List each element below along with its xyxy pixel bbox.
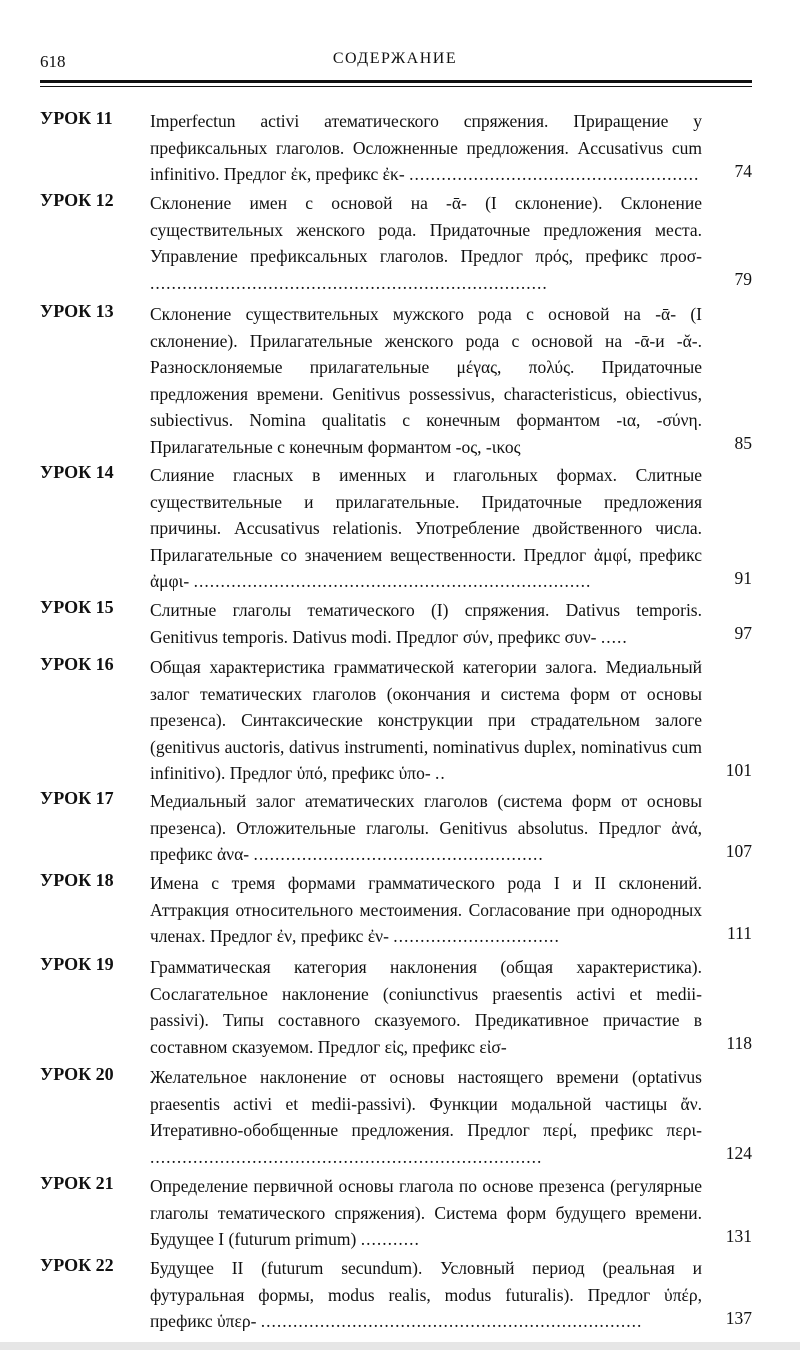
lesson-label: УРОК 22 [40, 1255, 114, 1275]
page-reference: 79 [734, 269, 752, 289]
lesson-label: УРОК 14 [40, 462, 114, 482]
page-reference: 124 [725, 1143, 752, 1163]
lesson-description: Грамматическая категория наклонения (общая характеристика). Сослагательное наклонение (coniunctivus praesentis activi et medii-passivi). Типы составного сказуемого. Предикативное причастие в составном сказуемом. Предлог εἰς, префикс εἰσ- [150, 957, 702, 1057]
page-bottom-edge [0, 1342, 800, 1350]
running-title: СОДЕРЖАНИЕ [332, 50, 458, 67]
lesson-description: Склонение существительных мужского рода с основой на -ᾱ- (I склонение). Прилагательные женского рода с основой на -ᾱ-и -ᾰ-. Разносклоняемые прилагательные μέγας, πολύς. Придаточные предложения времени. Genitivus possessivus, characteristicus, obiectivus, subiectivus. Nomina qualitatis с конечным формантом -ια, -σύνη. Прилагательные с конечным формантом -ος, -ικος [150, 304, 702, 457]
page-reference: 137 [725, 1308, 752, 1328]
dot-leader: ...................................................... [253, 844, 544, 864]
lesson-description: Желательное наклонение от основы настоящего времени (optativus praesentis activi et medii-passivi). Функции модальной частицы ἄν. Итеративно-обобщенные предложения. Предлог περί, префикс περι- ......................................................................... [150, 1067, 702, 1167]
dot-leader: ......................................................................... [150, 1146, 543, 1167]
page-header [40, 48, 750, 76]
dot-leader: .......................................................................... [193, 571, 592, 591]
lesson-description: Склонение имен с основой на -ᾱ- (I склонение). Склонение существительных женского рода. Придаточные предложения места. Управление префиксальных глаголов. Предлог πρός, префикс προσ- .......................................................................... [150, 193, 702, 293]
lesson-label: УРОК 12 [40, 190, 114, 210]
lesson-label: УРОК 15 [40, 597, 114, 617]
page-reference: 91 [734, 568, 752, 588]
page-reference: 107 [725, 841, 752, 861]
page-reference: 131 [725, 1226, 752, 1246]
lesson-label: УРОК 16 [40, 654, 114, 674]
lesson-label: УРОК 21 [40, 1173, 114, 1193]
page-reference: 101 [725, 760, 752, 780]
dot-leader: .. [435, 763, 446, 783]
lesson-description: Слияние гласных в именных и глагольных формах. Слитные существительные и прилагательные. Придаточные предложения причины. Accusativus relationis. Употребление двойственного числа. Прилагательные со значением вещественности. Предлог ἀμφί, префикс ἀμφι- .......................................................................... [150, 465, 702, 591]
dot-leader: ...................................................... [409, 164, 700, 184]
dot-leader: ..... [600, 626, 628, 647]
lesson-label: УРОК 19 [40, 954, 114, 974]
lesson-description: Имена с тремя формами грамматического рода I и II склонений. Аттракция относительного местоимения. Согласование при однородных членах. Предлог ἐν, префикс ἐν- ............................... [150, 873, 702, 946]
lesson-description: Определение первичной основы глагола по основе презенса (регулярные глаголы тематического спряжения). Система форм будущего времени. Будущее I (futurum primum) ........... [150, 1176, 702, 1249]
lesson-label: УРОК 18 [40, 870, 114, 890]
page-reference: 74 [734, 161, 752, 181]
header-rule-thin [40, 86, 752, 87]
lesson-label: УРОК 13 [40, 301, 114, 321]
page-reference: 85 [734, 433, 752, 453]
dot-leader: ............................... [393, 926, 560, 946]
lesson-label: УРОК 20 [40, 1064, 114, 1084]
header-rule-thick [40, 80, 752, 83]
lesson-description: Слитные глаголы тематического (I) спряжения. Dativus temporis. Genitivus temporis. Dativus modi. Предлог σύν, префикс συν- ..... [150, 600, 702, 647]
page-reference: 118 [726, 1033, 752, 1053]
lesson-label: УРОК 11 [40, 108, 113, 128]
dot-leader: ....................................................................... [260, 1311, 643, 1331]
lesson-description: Общая характеристика грамматической категории залога. Медиальный залог тематических глаголов (окончания и система форм от основы презенса). Синтаксические конструкции при страдательном залоге (genitivus auctoris, dativus instrumenti, nominativus duplex, nominativus cum infinitivo). Предлог ὑπό, префикс ὑπο- .. [150, 657, 702, 783]
dot-leader: ........... [360, 1229, 420, 1249]
lesson-description: Будущее II (futurum secundum). Условный период (реальная и футуральная формы, modus realis, modus futuralis). Предлог ὑπέρ, префикс ὑπερ- ....................................................................... [150, 1258, 702, 1331]
page-number: 618 [40, 52, 66, 71]
page-reference: 97 [734, 623, 752, 643]
lesson-description: Imperfectun activi атематического спряжения. Приращение у префиксальных глаголов. Осложненные предложения. Accusativus cum infinitivo. Предлог ἐκ, префикс ἐκ- ...................................................... [150, 111, 702, 184]
lesson-label: УРОК 17 [40, 788, 114, 808]
page-reference: 111 [727, 923, 752, 943]
dot-leader: .......................................................................... [150, 272, 548, 293]
lesson-description: Медиальный залог атематических глаголов (система форм от основы презенса). Отложительные глаголы. Genitivus absolutus. Предлог ἀνά, префикс ἀνα- ...................................................... [150, 791, 702, 864]
